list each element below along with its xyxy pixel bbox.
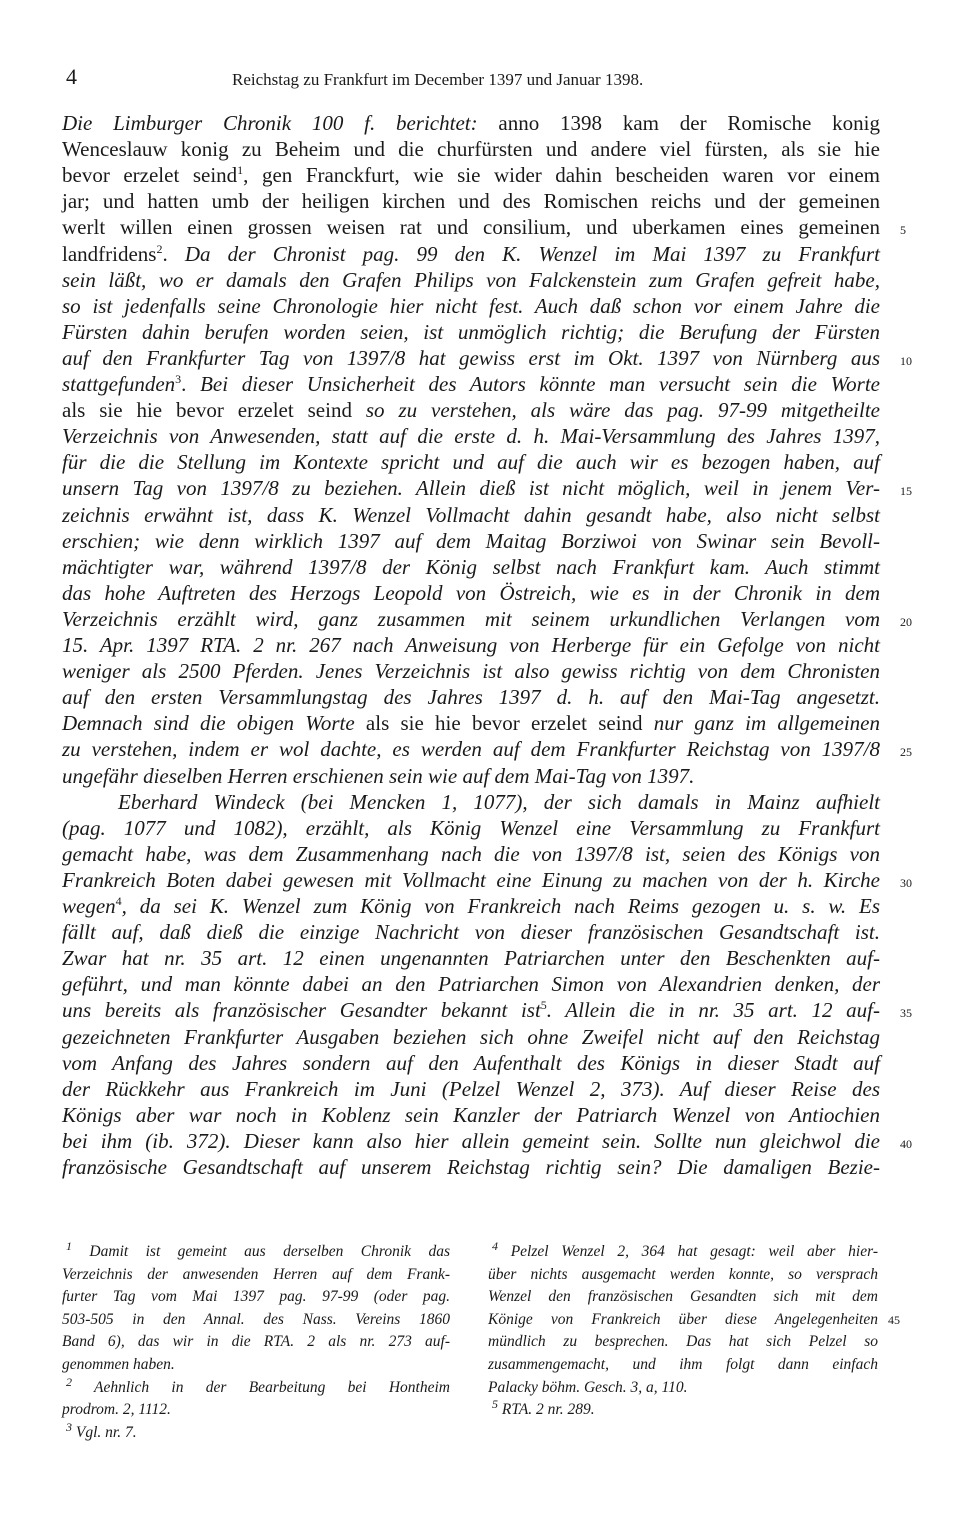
margin-line-number: 15 [900, 484, 912, 499]
text-run: über nichts ausgemacht werden konnte, so versprach [488, 1265, 878, 1283]
text-line [62, 894, 880, 919]
footnote-marker: 3 [175, 372, 182, 386]
text-line [62, 346, 880, 371]
text-run: (pag. 1077 und 1082), erzählt, als König Wenzel eine Versammlung zu Frankfurt [62, 815, 880, 840]
footnote-marker: 1 [66, 1238, 72, 1253]
text-line [62, 242, 880, 267]
footnote-line-number: 45 [888, 1313, 900, 1327]
text-line [62, 607, 880, 632]
margin-line-number: 10 [900, 353, 912, 368]
text-run: zeichnis erwähnt ist, dass K. Wenzel Vollmacht dahin gesandt habe, also nicht selbst [62, 502, 880, 527]
footnote-marker: 2 [66, 1374, 72, 1389]
footnote-line [62, 1354, 450, 1376]
text-line [62, 320, 880, 345]
text-run: gezeichneten Frankfurter Ausgaben beziehen sich ohne Zweifel nicht auf den Reichstag [62, 1024, 880, 1049]
text-run: zusammengemacht, und ihm folgt dann einfach [488, 1356, 878, 1373]
text-run: französische Gesandtschaft auf unserem Reichstag richtig sein? Die damaligen Bezie- [62, 1155, 880, 1179]
footnote-marker: 3 [66, 1419, 72, 1434]
text-line [62, 137, 880, 162]
text-line [62, 1129, 880, 1154]
margin-line-number: 35 [900, 1006, 912, 1021]
margin-line-number: 25 [900, 745, 912, 760]
text-run: stattgefunden [62, 372, 176, 396]
text-line [62, 946, 880, 971]
footnote-line [488, 1399, 878, 1421]
footnote-line [62, 1331, 450, 1353]
text-line [62, 685, 880, 710]
text-line [118, 790, 880, 815]
text-run: . [181, 372, 201, 396]
footnote-line [488, 1238, 878, 1263]
text-run: Da der Chronist pag. 99 den K. Wenzel im Mai 1397 zu Frankfurt [184, 241, 881, 266]
text-run: geführt, und man könnte dabei an den Patriarchen Simon von Alexandrien denken, der [62, 972, 880, 997]
text-line [62, 659, 880, 684]
text-line [62, 268, 880, 293]
text-line [62, 633, 880, 658]
text-line [62, 920, 880, 945]
text-run: bei ihm (ib. 372). Dieser kann also hier allein gemeint sein. Sollte nun gleichwol die [62, 1128, 880, 1153]
text-line [62, 189, 880, 214]
text-run: Palacky böhm. Gesch. 3, a, 110. [488, 1378, 688, 1396]
text-line [62, 764, 880, 789]
text-run: Verzeichnis erzählt wird, ganz zusammen mit seinem urkundlichen Verlangen vom [62, 606, 880, 631]
text-run: landfridens [62, 241, 157, 266]
text-line [62, 711, 880, 736]
footnote-line [488, 1354, 878, 1376]
text-run: erschien; wie denn wirklich 1397 auf dem Maitag Borziwoi von Swinar sein Bevoll- [62, 528, 880, 553]
text-line [62, 972, 880, 997]
footnote-marker: 4 [115, 894, 122, 908]
footnote-line [62, 1419, 450, 1444]
text-run: Könige von Frankreich über diese Angelegenheiten [488, 1310, 878, 1328]
text-run: sein läßt, wo er damals den Grafen Philips von Falckenstein zum Grafen gefreit habe, [62, 267, 880, 292]
text-line [62, 398, 880, 423]
text-run: 503-505 in den Annal. des Nass. Vereins 1860 [62, 1310, 450, 1328]
text-run: gemacht habe, was dem Zusammenhang nach die von 1397/8 ist, seien des Königs von [62, 841, 880, 866]
text-line [62, 450, 880, 475]
text-run: werlt willen einen grossen weisen rat und consilium, und uberkamen eines gemeinen [62, 215, 880, 240]
footnote-line [62, 1309, 450, 1331]
text-line [62, 424, 880, 449]
text-run: so zu verstehen, als wäre das pag. 97-99 mitgetheilte [365, 398, 880, 423]
text-line [62, 476, 880, 501]
text-line [62, 294, 880, 319]
text-run: unsern Tag von 1397/8 zu beziehen. Allein dieß ist nicht möglich, weil in jenem Ver- [62, 476, 880, 501]
text-line [62, 1051, 880, 1076]
text-run: , gen Franckfurt, wie sie wider dahin bescheiden waren vor einem [243, 163, 881, 188]
margin-line-number: 5 [900, 223, 906, 238]
text-line [62, 998, 880, 1023]
footnote-line [488, 1286, 878, 1308]
text-run: Zwar hat nr. 35 art. 12 einen ungenannten Patriarchen unter den Beschenkten auf- [62, 946, 880, 971]
text-line [62, 1155, 880, 1180]
text-line [62, 163, 880, 188]
text-run: Vgl. nr. 7. [72, 1423, 137, 1441]
text-line [62, 372, 880, 397]
footnote-line [62, 1399, 450, 1421]
footnote-line [488, 1264, 878, 1286]
footnote-marker: 5 [492, 1397, 498, 1412]
text-run: genommen haben. [62, 1356, 175, 1373]
text-run: Demnach sind die obigen Worte [62, 711, 355, 736]
footnote-marker: 2 [156, 241, 163, 256]
text-run: so ist jedenfalls seine Chronologie hier nicht fest. Auch daß schon vor einem Jahre die [62, 293, 880, 318]
footnote-line [488, 1309, 878, 1331]
margin-line-number: 40 [900, 1136, 912, 1151]
margin-line-number: 30 [900, 875, 912, 890]
text-line [62, 1077, 880, 1102]
text-run: nur ganz im allgemeinen [653, 711, 880, 736]
footnote-line [488, 1331, 878, 1353]
page-number: 4 [66, 64, 77, 89]
footnote-marker: 1 [237, 163, 244, 178]
text-line [62, 842, 880, 867]
text-run: auf den ersten Versammlungstag des Jahres 1397 d. h. auf den Mai-Tag angesetzt. [62, 685, 880, 710]
text-run: anno 1398 kam der Romische konig [477, 111, 880, 135]
text-line [62, 529, 880, 554]
text-run: 15. Apr. 1397 RTA. 2 nr. 267 nach Anweisung von Herberge für ein Gefolge von nicht [62, 633, 880, 657]
text-line [62, 1025, 880, 1050]
text-line [62, 737, 880, 762]
text-run: auf den Frankfurter Tag von 1397/8 hat gewiss erst im Okt. 1397 von Nürnberg aus [62, 345, 880, 370]
text-run: fällt auf, daß dieß die einzige Nachricht von dieser französischen Gesandtschaft ist. [62, 920, 880, 945]
text-line [62, 215, 880, 240]
text-run: als sie hie bevor erzelet seind [62, 398, 366, 423]
text-run: Damit ist gemeint aus derselben Chronik das [72, 1243, 450, 1260]
margin-line-number: 20 [900, 614, 912, 629]
text-run: RTA. 2 nr. 289. [498, 1401, 595, 1419]
footnote-line [488, 1377, 878, 1399]
text-run: der Rückkehr aus Frankreich im Juni (Pelzel Wenzel 2, 373). Auf dieser Reise des [62, 1076, 880, 1101]
text-run: Frankreich Boten dabei gewesen mit Vollmacht eine Einung zu machen von der h. Kirche [62, 867, 880, 892]
text-run: Eberhard Windeck (bei Mencken 1, 1077), der sich damals in Mainz aufhielt [118, 789, 880, 814]
footnote-line [62, 1264, 450, 1286]
running-head: Reichstag zu Frankfurt im December 1397 und Januar 1398. [232, 70, 644, 89]
text-line [62, 868, 880, 893]
text-run: mächtigter war, während 1397/8 der König selbst nach Frankfurt kam. Auch stimmt [62, 554, 880, 579]
text-run: zu verstehen, indem er wol dachte, es werden auf dem Frankfurter Reichstag von 1397/8 [62, 737, 880, 762]
text-run: mündlich zu besprechen. Das hat sich Pelzel so [488, 1333, 878, 1351]
text-run: , da sei K. Wenzel zum König von Frankreich nach Reims gezogen u. s. w. Es [121, 894, 880, 918]
text-run: . [162, 241, 185, 266]
text-run: Aehnlich in der Bearbeitung bei Hontheim [72, 1378, 450, 1396]
text-run: Verzeichnis der anwesenden Herren auf dem Frank- [62, 1265, 450, 1283]
footnote-line [62, 1238, 450, 1263]
text-run: furter Tag vom Mai 1397 pag. 97-99 (oder pag. [62, 1288, 450, 1306]
text-run: Die Limburger Chronik 100 f. berichtet: [62, 111, 478, 135]
text-line [62, 581, 880, 606]
text-run: . Allein die in nr. 35 art. 12 auf- [546, 998, 880, 1023]
text-line [62, 111, 880, 136]
text-run: Königs aber war noch in Koblenz sein Kanzler der Patriarch Wenzel von Antiochien [62, 1102, 880, 1127]
text-run: Wenceslauw konig zu Beheim und die churfürsten und andere viel fürsten, als sie hie [62, 137, 880, 162]
text-run: bevor erzelet seind [62, 163, 238, 188]
text-line [62, 816, 880, 841]
text-run: vom Anfang des Jahres sondern auf den Aufenthalt des Königs in dieser Stadt auf [62, 1050, 880, 1075]
text-line [62, 555, 880, 580]
text-run: Bei dieser Unsicherheit des Autors könnte man versucht sein die Worte [200, 372, 881, 396]
text-run: jar; und hatten umb der heiligen kirchen und des Romischen reichs und der gemeinen [62, 189, 880, 214]
text-run: Band 6), das wir in die RTA. 2 als nr. 273 auf- [62, 1333, 450, 1351]
text-run: Wenzel den französischen Gesandten sich mit dem [488, 1288, 878, 1306]
text-line [62, 1103, 880, 1128]
text-run: weniger als 2500 Pferden. Jenes Verzeichnis ist also gewiss richtig von dem Chronisten [62, 659, 880, 684]
footnote-marker: 5 [540, 998, 547, 1013]
text-run: Fürsten dahin berufen worden seien, ist unmöglich richtig; die Berufung der Fürsten [62, 319, 880, 344]
footnote-marker: 4 [492, 1238, 498, 1253]
text-run: ungefähr dieselben Herren erschienen sein wie auf dem Mai-Tag von 1397. [62, 763, 695, 788]
text-run: prodrom. 2, 1112. [62, 1401, 171, 1419]
text-run: für die die Stellung im Kontexte spricht und auf die auch wir es bezogen haben, auf [62, 450, 880, 475]
text-run: uns bereits als französischer Gesandter bekannt ist [62, 998, 541, 1023]
text-run: wegen [62, 894, 116, 918]
text-run: als sie hie bevor erzelet seind [354, 711, 654, 736]
footnote-line [62, 1374, 450, 1399]
text-run: Verzeichnis von Anwesenden, statt auf die erste d. h. Mai-Versammlung des Jahres 1397, [62, 424, 880, 449]
text-line [62, 503, 880, 528]
footnote-line [62, 1286, 450, 1308]
text-run: das hohe Auftreten des Herzogs Leopold von Östreich, wie es in der Chronik in dem [62, 580, 880, 605]
text-run: Pelzel Wenzel 2, 364 hat gesagt: weil aber hier- [498, 1243, 878, 1260]
